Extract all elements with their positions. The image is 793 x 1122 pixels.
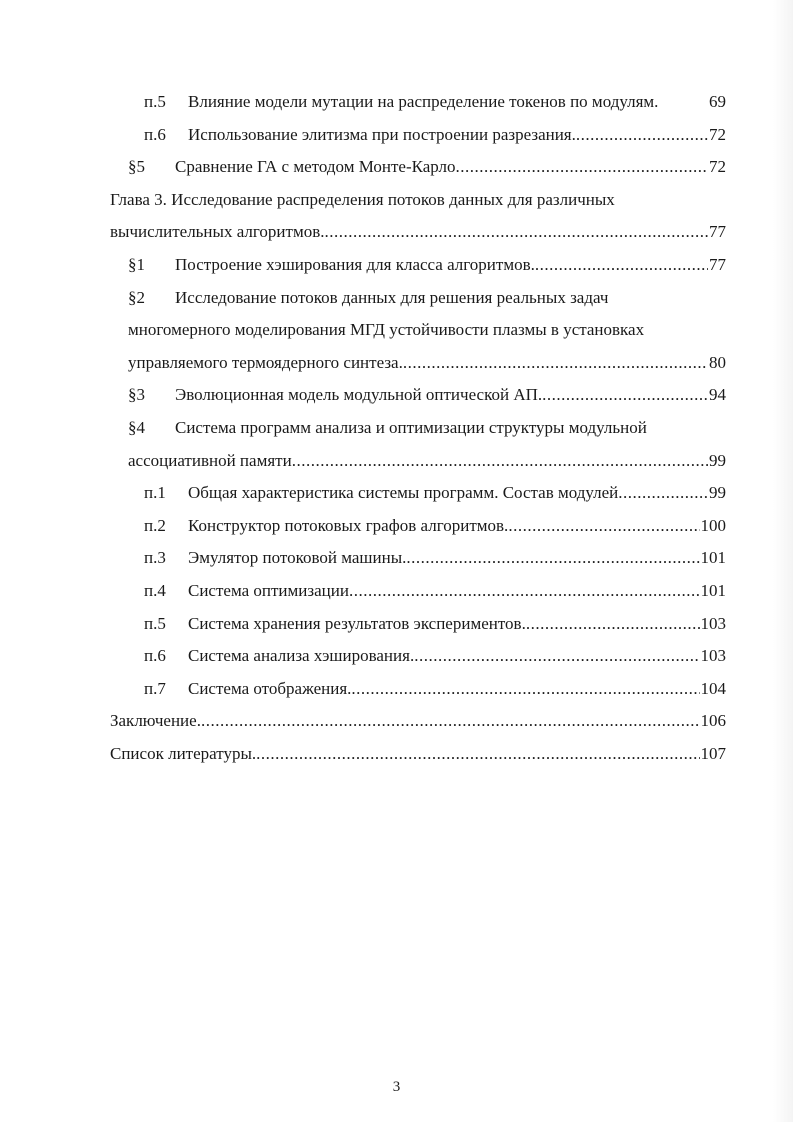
toc-entry-page: 94 xyxy=(709,385,726,405)
toc-entry-title: многомерного моделирования МГД устойчивости плазмы в установках xyxy=(128,320,645,340)
toc-dot-leader xyxy=(256,738,699,771)
toc-entry-title: Глава 3. Исследование распределения потоков данных для различных xyxy=(110,189,615,209)
toc-entry-title: Список литературы. xyxy=(110,743,257,763)
toc-entry xyxy=(110,542,726,575)
toc-entry-title: Исследование потоков данных для решения реальных задач xyxy=(175,287,609,307)
toc-entry-number: §3 xyxy=(128,385,145,405)
toc-dot-leader xyxy=(349,575,700,608)
toc-entry-page: 103 xyxy=(700,646,726,666)
toc-entry-number: §1 xyxy=(128,254,145,274)
toc-entry xyxy=(110,575,726,608)
toc-entry xyxy=(110,347,726,380)
toc-entry-title: Эволюционная модель модульной оптической АП. xyxy=(175,385,543,405)
page-number: 3 xyxy=(392,1079,401,1095)
toc-entry xyxy=(110,510,726,543)
toc-entry-page: 100 xyxy=(700,515,726,535)
toc-entry-page: 104 xyxy=(700,678,726,698)
toc-dot-leader xyxy=(292,445,708,478)
toc-entry-title: Система программ анализа и оптимизации структуры модульной xyxy=(175,417,647,437)
toc-entry-title: Эмулятор потоковой машины. xyxy=(188,548,407,568)
toc-entry-number: п.5 xyxy=(144,92,166,111)
toc-entry-title: Система отображения. xyxy=(188,678,352,698)
toc-entry-title: Сравнение ГА с методом Монте-Карло xyxy=(175,157,456,177)
toc-dot-leader xyxy=(201,705,700,738)
toc-entry-number: п.2 xyxy=(144,515,166,535)
toc-entry-number: п.6 xyxy=(144,124,166,144)
toc-entry-title: Система хранения результатов экспериментов. xyxy=(188,613,526,633)
toc-entry xyxy=(110,86,726,119)
toc-entry xyxy=(110,379,726,412)
toc-entry xyxy=(110,477,726,510)
toc-entry-page: 101 xyxy=(700,580,726,600)
toc-entry-title: Использование элитизма при построении разрезания. xyxy=(188,124,576,144)
toc-entry-title: Система оптимизации xyxy=(188,580,349,600)
toc-entry xyxy=(110,314,726,347)
toc-entry xyxy=(110,119,726,152)
toc-dot-leader xyxy=(351,673,699,706)
toc-entry-page: 80 xyxy=(709,352,726,372)
toc-dot-leader xyxy=(542,379,708,412)
toc-entry-number: п.6 xyxy=(144,646,166,666)
table-of-contents xyxy=(110,86,726,770)
toc-dot-leader xyxy=(535,249,708,282)
toc-entry-number: §5 xyxy=(128,157,145,177)
toc-entry-title: ассоциативной памяти xyxy=(128,450,292,470)
page-edge-shadow xyxy=(773,0,793,1122)
toc-entry xyxy=(110,608,726,641)
toc-entry-title: Общая характеристика системы программ. Состав модулей xyxy=(188,483,619,503)
toc-entry-title: Заключение. xyxy=(110,711,201,731)
toc-entry-page: 77 xyxy=(709,254,726,274)
toc-entry-page: 107 xyxy=(700,743,726,763)
toc-entry-page: 72 xyxy=(709,124,726,144)
toc-dot-leader xyxy=(406,542,699,575)
toc-dot-leader xyxy=(414,640,699,673)
toc-entry xyxy=(110,705,726,738)
toc-entry xyxy=(110,282,726,315)
toc-entry-title: Конструктор потоковых графов алгоритмов. xyxy=(188,515,509,535)
toc-entry-number: п.7 xyxy=(144,678,166,698)
toc-entry xyxy=(110,412,726,445)
toc-entry-page: 99 xyxy=(709,450,726,470)
toc-dot-leader xyxy=(325,216,709,249)
toc-entry-number: п.5 xyxy=(144,613,166,633)
toc-entry xyxy=(110,216,726,249)
toc-dot-leader xyxy=(508,510,699,543)
toc-entry xyxy=(110,640,726,673)
toc-entry-page: 69 xyxy=(709,92,726,111)
toc-entry xyxy=(110,184,726,217)
toc-entry-title: управляемого термоядерного синтеза. xyxy=(128,352,403,372)
toc-entry-title: вычислительных алгоритмов. xyxy=(110,222,325,242)
toc-entry xyxy=(110,445,726,478)
toc-entry xyxy=(110,673,726,706)
toc-entry-title: Построение хэширования для класса алгоритмов. xyxy=(175,254,535,274)
toc-entry-page: 77 xyxy=(709,222,726,242)
toc-dot-leader xyxy=(576,119,708,152)
toc-entry-page: 103 xyxy=(700,613,726,633)
toc-entry-title: Система анализа хэширования. xyxy=(188,646,415,666)
toc-entry-page: 72 xyxy=(709,157,726,177)
toc-dot-leader xyxy=(526,608,700,641)
toc-dot-leader xyxy=(403,347,708,380)
toc-entry xyxy=(110,249,726,282)
toc-entry-page: 101 xyxy=(700,548,726,568)
toc-entry-title: Влияние модели мутации на распределение токенов по модулям. xyxy=(188,92,659,111)
toc-entry-number: п.1 xyxy=(144,483,166,503)
toc-entry-page: 99 xyxy=(709,483,726,503)
toc-entry xyxy=(110,151,726,184)
toc-entry-number: §4 xyxy=(128,417,145,437)
toc-entry-number: §2 xyxy=(128,287,145,307)
toc-dot-leader xyxy=(456,151,708,184)
toc-entry-page: 106 xyxy=(700,711,726,731)
toc-entry xyxy=(110,738,726,771)
toc-dot-leader xyxy=(618,477,708,510)
toc-entry-number: п.3 xyxy=(144,548,166,568)
toc-entry-number: п.4 xyxy=(144,580,166,600)
